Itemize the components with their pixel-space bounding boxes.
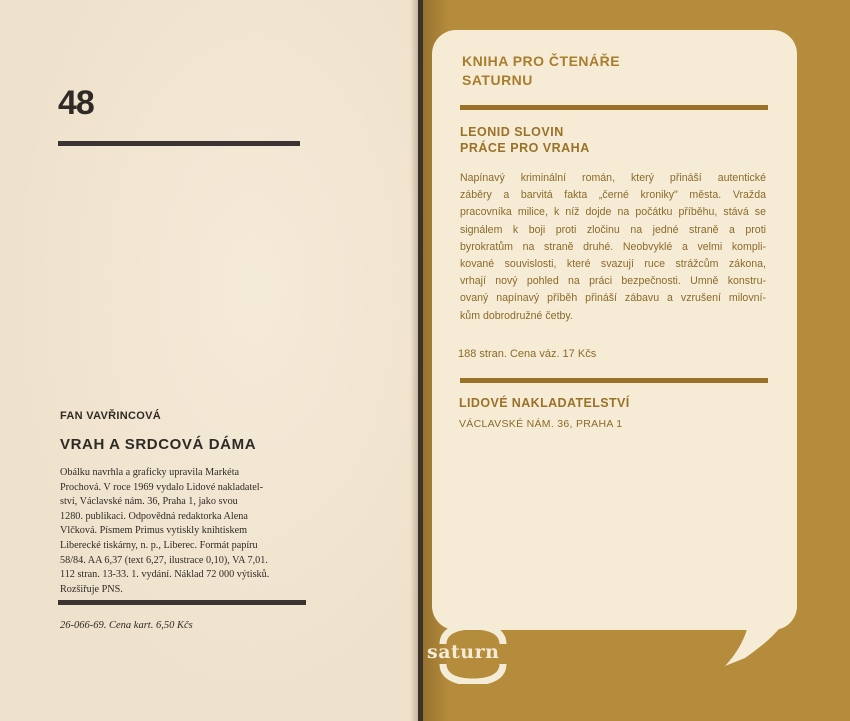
blurb-line: vrhají nový pohled na práci bezpečnosti. Umně konstru- [460,275,766,288]
book-blurb [460,170,766,325]
imprint-line: 58/84. AA 6,37 (text 6,27, ilustrace 0,10), VA 7,01. [60,554,268,566]
blurb-line: Napínavý kriminální román, který přináší autentické [460,172,766,184]
blurb-line: ovaný napínavý příběh přináší zábavu a vzrušení milovní- [460,292,766,305]
imprint-line: Vlčková. Písmem Primus vytiskly knihtiskem [60,525,248,537]
page-number: 48 [58,84,94,122]
book-title: VRAH A SRDCOVÁ DÁMA [60,436,257,453]
gold-rule-bottom [460,378,768,383]
blurb-line: pracovníka milice, k níž dojde na počátku příběhu, stává se [460,206,766,219]
imprint-line: Liberecké tiskárny, n. p., Liberec. Formát papíru [60,539,258,551]
series-heading [462,52,762,90]
bottom-rule [58,600,306,605]
featured-price: 188 stran. Cena váz. 17 Kčs [458,348,597,360]
blurb-line: kované souvislosti, které svazují ruce strážcům zákona, [460,258,766,271]
blurb-line: byrokratům na straně druhé. Neobvyklé a velmi kompli- [460,240,766,253]
publisher-address: VÁCLAVSKÉ NÁM. 36, PRAHA 1 [459,418,623,430]
imprint-line: 1280. publikaci. Odpovědná redaktorka Alena [60,510,248,522]
blurb-line: kům dobrodružné četby. [460,309,573,322]
series-line: SATURNU [462,72,533,88]
left-page [0,0,420,721]
publisher-name: LIDOVÉ NAKLADATELSTVÍ [459,396,630,410]
imprint-line: Obálku navrhla a graficky upravila Markéta [60,467,240,478]
book-author: FAN VAVŘINCOVÁ [60,410,161,422]
imprint-line: 112 stran. 13-33. 1. vydání. Náklad 72 000 výtisků. [60,569,270,581]
panel-tail [600,540,840,690]
top-rule [58,141,300,146]
logo-text: saturn [427,641,500,663]
series-line: KNIHA PRO ČTENÁŘE [462,53,621,69]
imprint-text [60,466,310,597]
price-line: 26-066-69. Cena kart. 6,50 Kčs [60,620,193,631]
imprint-line: Prochová. V roce 1969 vydalo Lidové nakladatel- [60,481,264,493]
featured-title: PRÁCE PRO VRAHA [460,141,590,155]
imprint-line: Rozšiřuje PNS. [60,583,123,595]
imprint-line: ství, Václavské nám. 36, Praha 1, jako svou [60,496,238,508]
blurb-line: záběry a barvitá fakta „černé kroniky" města. Vražda [460,189,766,202]
featured-book-heading [460,124,590,156]
gold-rule-top [460,105,768,110]
blurb-line: signálem k boji proti zločinu na jedné straně a proti [460,223,766,236]
featured-author: LEONID SLOVIN [460,125,564,139]
